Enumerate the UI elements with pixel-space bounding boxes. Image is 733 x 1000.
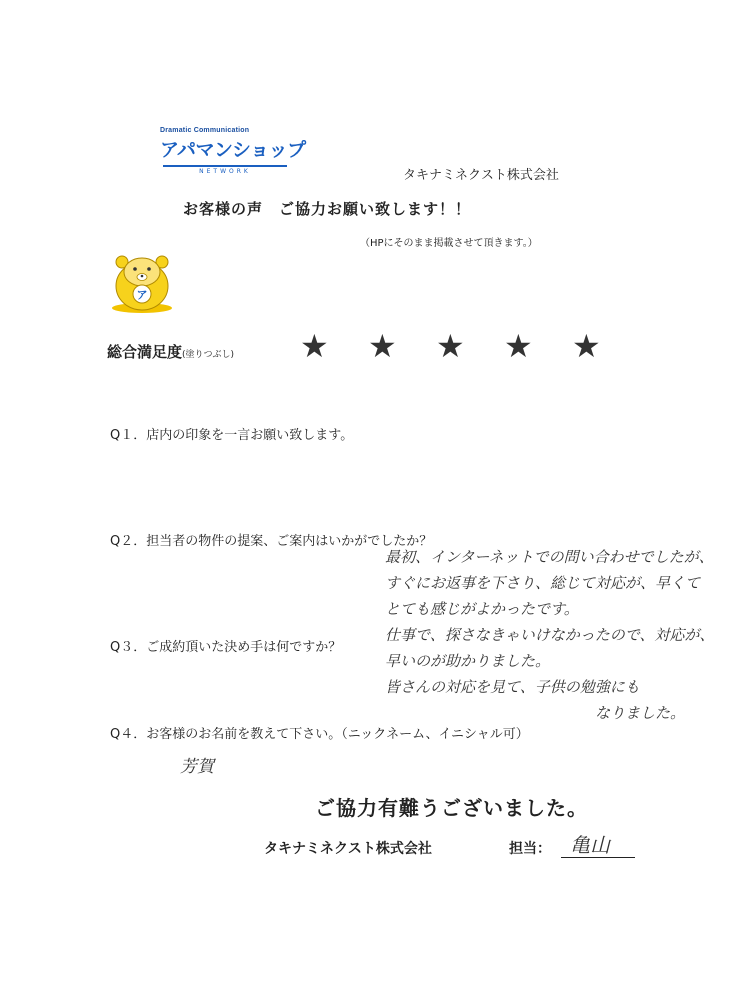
star-icon: ★ xyxy=(368,327,397,365)
company-name-bottom: タキナミネクスト株式会社 xyxy=(264,841,432,857)
satisfaction-label xyxy=(107,341,234,362)
answer-3-line: 皆さんの対応を見て、子供の勉強にも xyxy=(385,678,640,696)
answer-4-name: 芳賀 xyxy=(180,757,214,777)
thanks-message: ご協力有難うございました。 xyxy=(315,796,588,820)
logo-tagline: Dramatic Communication xyxy=(160,127,250,134)
answer-3-line: 仕事で、探さなきゃいけなかったので、対応が、 xyxy=(385,626,715,644)
question-4: Q４．お客様のお名前を教えて下さい。（ニックネーム、イニシャル可） xyxy=(110,727,529,742)
answer-2-line: 最初、インターネットでの問い合わせでしたが、 xyxy=(385,548,714,566)
star-icon: ★ xyxy=(572,327,601,365)
question-2: Q２．担当者の物件の提案、ご案内はいかがでしたか？ xyxy=(110,534,433,549)
question-3: Q３．ご成約頂いた決め手は何ですか？ xyxy=(110,640,342,655)
svg-text:ア: ア xyxy=(136,288,148,302)
staff-underline xyxy=(561,857,635,858)
star-icon: ★ xyxy=(300,327,329,365)
handwritten-answers xyxy=(385,544,714,726)
logo-sub: NETWORK xyxy=(163,165,287,177)
star-icon: ★ xyxy=(436,327,465,365)
satisfaction-rating xyxy=(300,327,640,365)
answer-2-line: すぐにお返事を下さり、総じて対応が、早くて xyxy=(385,574,701,592)
satisfaction-note: (塗りつぶし) xyxy=(182,350,235,360)
question-1: Q１．店内の印象を一言お願い致します。 xyxy=(110,428,354,443)
staff-label: 担当： xyxy=(509,841,551,857)
answer-3-line: 早いのが助かりました。 xyxy=(385,652,551,670)
satisfaction-label-text: 総合満足度 xyxy=(107,343,183,361)
star-icon: ★ xyxy=(504,327,533,365)
page-title: お客様の声 ご協力お願い致します！！ xyxy=(183,200,472,218)
staff-name: 亀山 xyxy=(570,833,610,857)
heading-note: （HPにそのまま掲載させて頂きます。） xyxy=(360,238,538,249)
logo-wordmark: アパマンショップ xyxy=(160,139,306,161)
answer-2-line: とても感じがよかったです。 xyxy=(385,600,579,618)
answer-3-line: なりました。 xyxy=(595,704,686,722)
mascot-icon xyxy=(106,250,178,314)
company-name-top: タキナミネクスト株式会社 xyxy=(403,168,559,183)
